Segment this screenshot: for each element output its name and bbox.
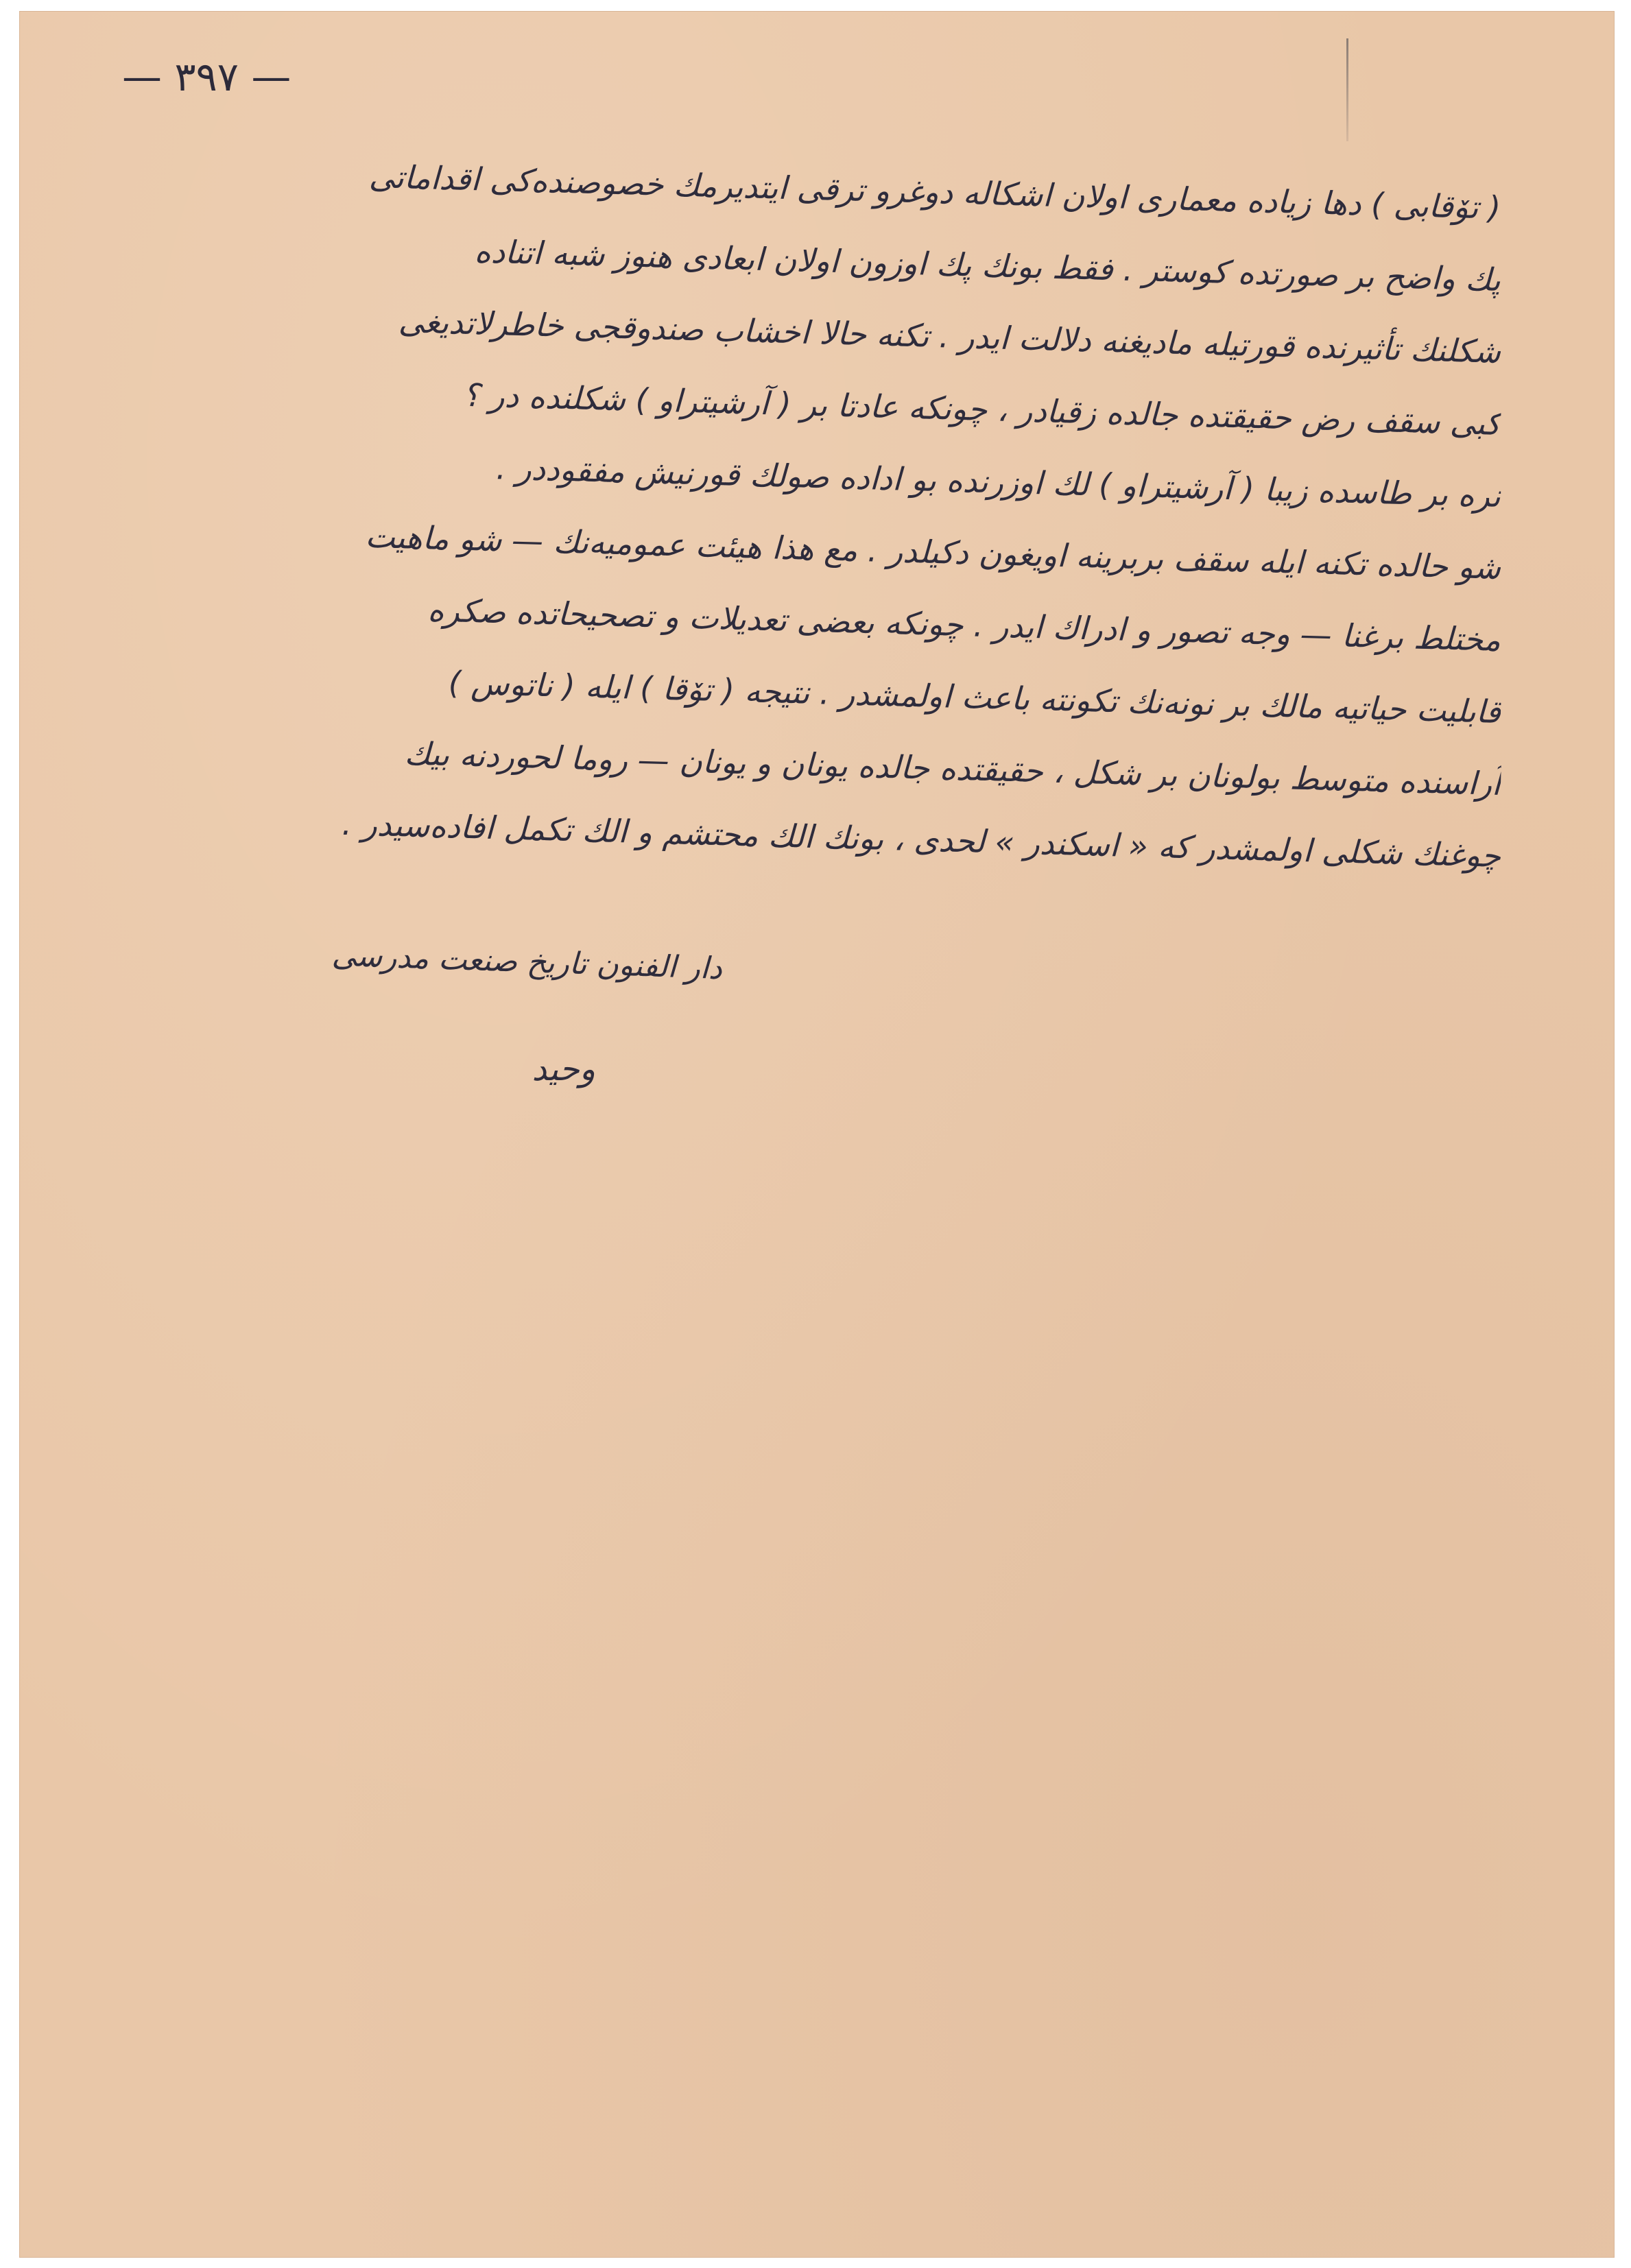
- text-line: مختلط برغنا — وجه تصور و ادراك ایدر . چونكه بعضی تعدیلات و تصحیحاتده صكره: [427, 591, 1501, 658]
- text-line: چوغنك شكلی اولمشدر كه « اسكندر » لحدی ، بونك الك محتشم و الك تكمل افاده‌سیدر .: [341, 804, 1501, 874]
- text-line: پك واضح بر صورتده كوستر . فقط بونك پك اوزون اولان ابعادی هنوز شبه اتناده: [474, 232, 1501, 298]
- text-line: آراسنده متوسط بولونان بر شكل ، حقیقتده جالده یونان و یونان — روما لحوردنه بیك: [404, 735, 1501, 802]
- manuscript-body: [136, 157, 1501, 892]
- text-line: كبی سقف رض حقیقتده جالده زقیادر ، چونكه عادتا بر ( آرشیتراو ) شكلنده در ؟: [462, 376, 1501, 442]
- signature-title: دار الفنون تاریخ صنعت مدرسی: [331, 938, 723, 987]
- page-number: — ٣٩٧ —: [122, 53, 291, 100]
- fold-mark: [1346, 38, 1348, 141]
- text-line: شكلنك تأثیرنده قورتیله مادیغنه دلالت ایدر . تكنه حالا اخشاب صندوقجی خاطرلاتدیغی: [398, 302, 1501, 370]
- text-line: شو حالده تكنه ایله سقف بربرینه اویغون دكیلدر . مع هذا هیئت عمومیه‌نك — شو ماهیت: [364, 517, 1501, 586]
- signature-name: وحید: [532, 1050, 595, 1088]
- text-line: ( تۆقابی ) دها زیاده معماری اولان اشكاله دوغرو ترقی ایتدیرمك خصوصنده‌كی اقداماتی: [368, 157, 1501, 226]
- text-line: نره بر طاسده زیبا ( آرشیتراو ) لك اوزرنده بو اداده صولك قورنیش مفقوددر .: [495, 449, 1501, 514]
- text-line: قابلیت حیاتیه مالك بر نونه‌نك تكونته باعث اولمشدر . نتیجه ( تۆقا ) ایله ( ناتوس ): [448, 664, 1501, 730]
- manuscript-page: [19, 11, 1615, 2258]
